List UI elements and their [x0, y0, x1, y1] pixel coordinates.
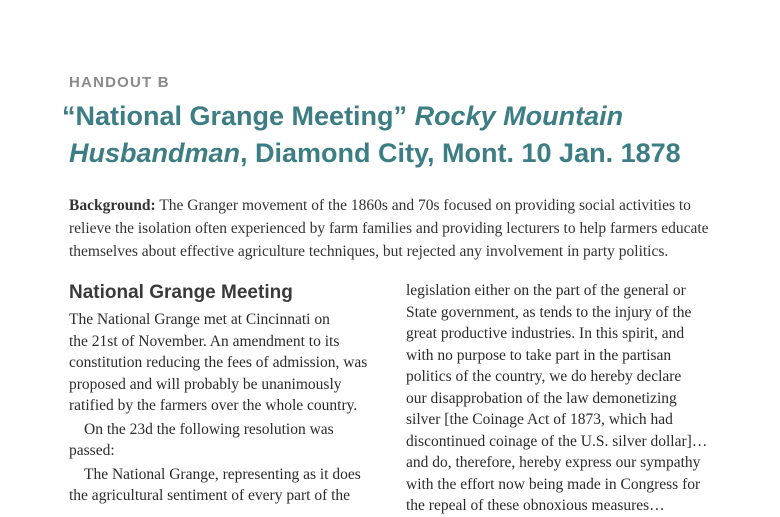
- background-paragraph: [69, 194, 729, 263]
- title-publication-part1: Rocky Mountain: [414, 101, 624, 131]
- article-line: with no purpose to take part in the partisan: [406, 346, 672, 364]
- title-place-date: , Diamond City, Mont. 10 Jan. 1878: [240, 138, 681, 168]
- article-line: the 21st of November. An amendment to its: [69, 332, 340, 350]
- article-line: legislation either on the part of the general or: [406, 282, 686, 299]
- article-heading: National Grange Meeting: [69, 282, 293, 303]
- article-line: silver [the Coinage Act of 1873, which had: [406, 411, 673, 428]
- title-publication-part2: Husbandman: [69, 138, 241, 168]
- article-line: our disapprobation of the law demonetizing: [406, 389, 677, 407]
- page-title: [62, 98, 762, 172]
- article-line: State government, as tends to the injury of the: [406, 303, 692, 321]
- article-line: The National Grange met at Cincinnati on: [69, 311, 330, 328]
- article-right-column: [406, 280, 726, 517]
- article-line: The National Grange, representing as it does: [84, 465, 361, 483]
- article-line: with the effort now being made in Congress for: [406, 475, 701, 493]
- article-line: great productive industries. In this spirit, and: [406, 325, 685, 342]
- article-line: ratified by the farmers over the whole country.: [69, 397, 358, 414]
- article-line: On the 23d the following resolution was: [84, 420, 334, 438]
- handout-label: HANDOUT B: [69, 74, 170, 91]
- title-article-name: “National Grange Meeting”: [62, 101, 408, 131]
- article-line: passed:: [69, 442, 115, 459]
- article-line: and do, therefore, hereby express our sympathy: [406, 454, 701, 471]
- background-text: The Granger movement of the 1860s and 70s focused on providing social activities to relieve the isolation often experienced by farm families and providing lecturers to help farmers educate themselves about effective agriculture techniques, but rejected any involvement in party politics.: [69, 197, 709, 260]
- article-line: politics of the country, we do hereby declare: [406, 368, 682, 385]
- article-line: discontinued coinage of the U.S. silver dollar]…: [406, 432, 708, 450]
- background-label: Background:: [69, 197, 156, 214]
- article-line: the agricultural sentiment of every part of the: [69, 487, 351, 504]
- article-left-column: [69, 280, 374, 507]
- title-line-2: [62, 135, 762, 172]
- article-line: proposed and will probably be unanimously: [69, 375, 342, 393]
- article-line: constitution reducing the fees of admission, was: [69, 354, 368, 371]
- article-line: the repeal of these obnoxious measures…: [406, 497, 665, 514]
